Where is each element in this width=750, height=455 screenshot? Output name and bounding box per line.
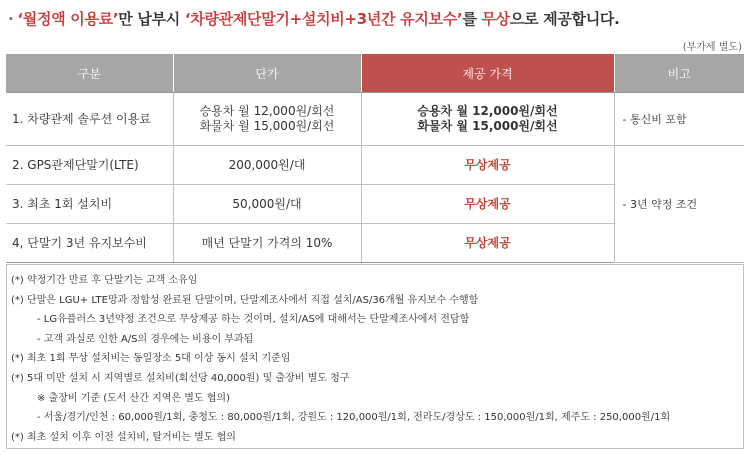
row-offer: 무상제공 (361, 185, 614, 224)
row-offer (361, 93, 614, 146)
note-line: (*) 5대 미만 설치 시 지역별로 설치비(회선당 40,000원) 및 출장비 별도 청구 (11, 372, 350, 384)
row-price: 200,000원/대 (173, 146, 361, 185)
row-item: 3. 최초 1회 설치비 (6, 185, 173, 224)
note-line: (*) 최초 1회 무상 설치비는 동일장소 5대 이상 동시 설치 기준임 (11, 353, 291, 365)
header-unit-price: 단가 (173, 54, 361, 93)
row-item: 4, 단말기 3년 유지보수비 (6, 224, 173, 263)
row-item: 2. GPS관제단말기(LTE) (6, 146, 173, 185)
table-row (6, 146, 744, 185)
header-category: 구분 (6, 54, 173, 93)
note-line: (*) 약정기간 만료 후 단말기는 고객 소유임 (11, 275, 198, 286)
headline-monthly-fee: ‘월정액 이용료’ (17, 10, 119, 28)
price-line-truck: 화물차 월 15,000원/회선 (199, 119, 335, 133)
price-table (6, 54, 744, 263)
header-offer-price: 제공 가격 (361, 54, 614, 93)
table-header-row (6, 54, 744, 93)
note-line: - LG유플러스 3년약정 조건으로 무상제공 하는 것이며, 설치/AS에 대해서는 단말제조사에서 전담함 (37, 314, 470, 326)
vat-note: (부가세 별도) (682, 42, 742, 53)
headline-text-3: 으로 제공합니다. (509, 10, 620, 28)
row-item: 1. 차량관제 솔루션 이용료 (6, 93, 173, 146)
headline-text-1: 만 납부시 (118, 10, 185, 28)
row-price: 50,000원/대 (173, 185, 361, 224)
headline (8, 8, 619, 29)
headline-text-2: 를 (462, 10, 482, 28)
note-line: (*) 단말은 LGU+ LTE망과 정합성 완료된 단말이며, 단말제조사에서 직접 설치/AS/36개월 유지보수 수행함 (11, 294, 479, 306)
row-note: - 통신비 포함 (614, 93, 744, 146)
note-line: - 서울/경기/인천 : 60,000원/1회, 충청도 : 80,000원/1회, 강원도 : 120,000원/1회, 전라도/경상도 : 150,000원/1회, 제주도 : 250,000원/1회 (37, 412, 671, 424)
note-line: (*) 최초 설치 이후 이전 설치비, 탈거비는 별도 협의 (11, 431, 236, 443)
row-price: 매년 단말기 가격의 10% (173, 224, 361, 263)
row-note-contract: - 3년 약정 조건 (614, 146, 744, 263)
note-line: ※ 출장비 기준 (도서 산간 지역은 별도 협의) (37, 392, 230, 404)
row-offer: 무상제공 (361, 146, 614, 185)
headline-free: 무상 (481, 10, 510, 28)
row-offer: 무상제공 (361, 224, 614, 263)
price-line-car: 승용차 월 12,000원/회선 (199, 104, 335, 118)
headline-bullet: · (8, 10, 14, 28)
offer-line-car: 승용차 월 12,000원/회선 (417, 104, 558, 118)
notes-box (6, 264, 744, 449)
headline-package: ‘차량관제단말기+설치비+3년간 유지보수’ (184, 10, 463, 28)
offer-line-truck: 화물차 월 15,000원/회선 (417, 119, 558, 133)
row-price (173, 93, 361, 146)
note-line: - 고객 과실로 인한 A/S의 경우에는 비용이 부과됨 (37, 333, 254, 345)
table-row (6, 93, 744, 146)
header-remarks: 비고 (614, 54, 744, 93)
